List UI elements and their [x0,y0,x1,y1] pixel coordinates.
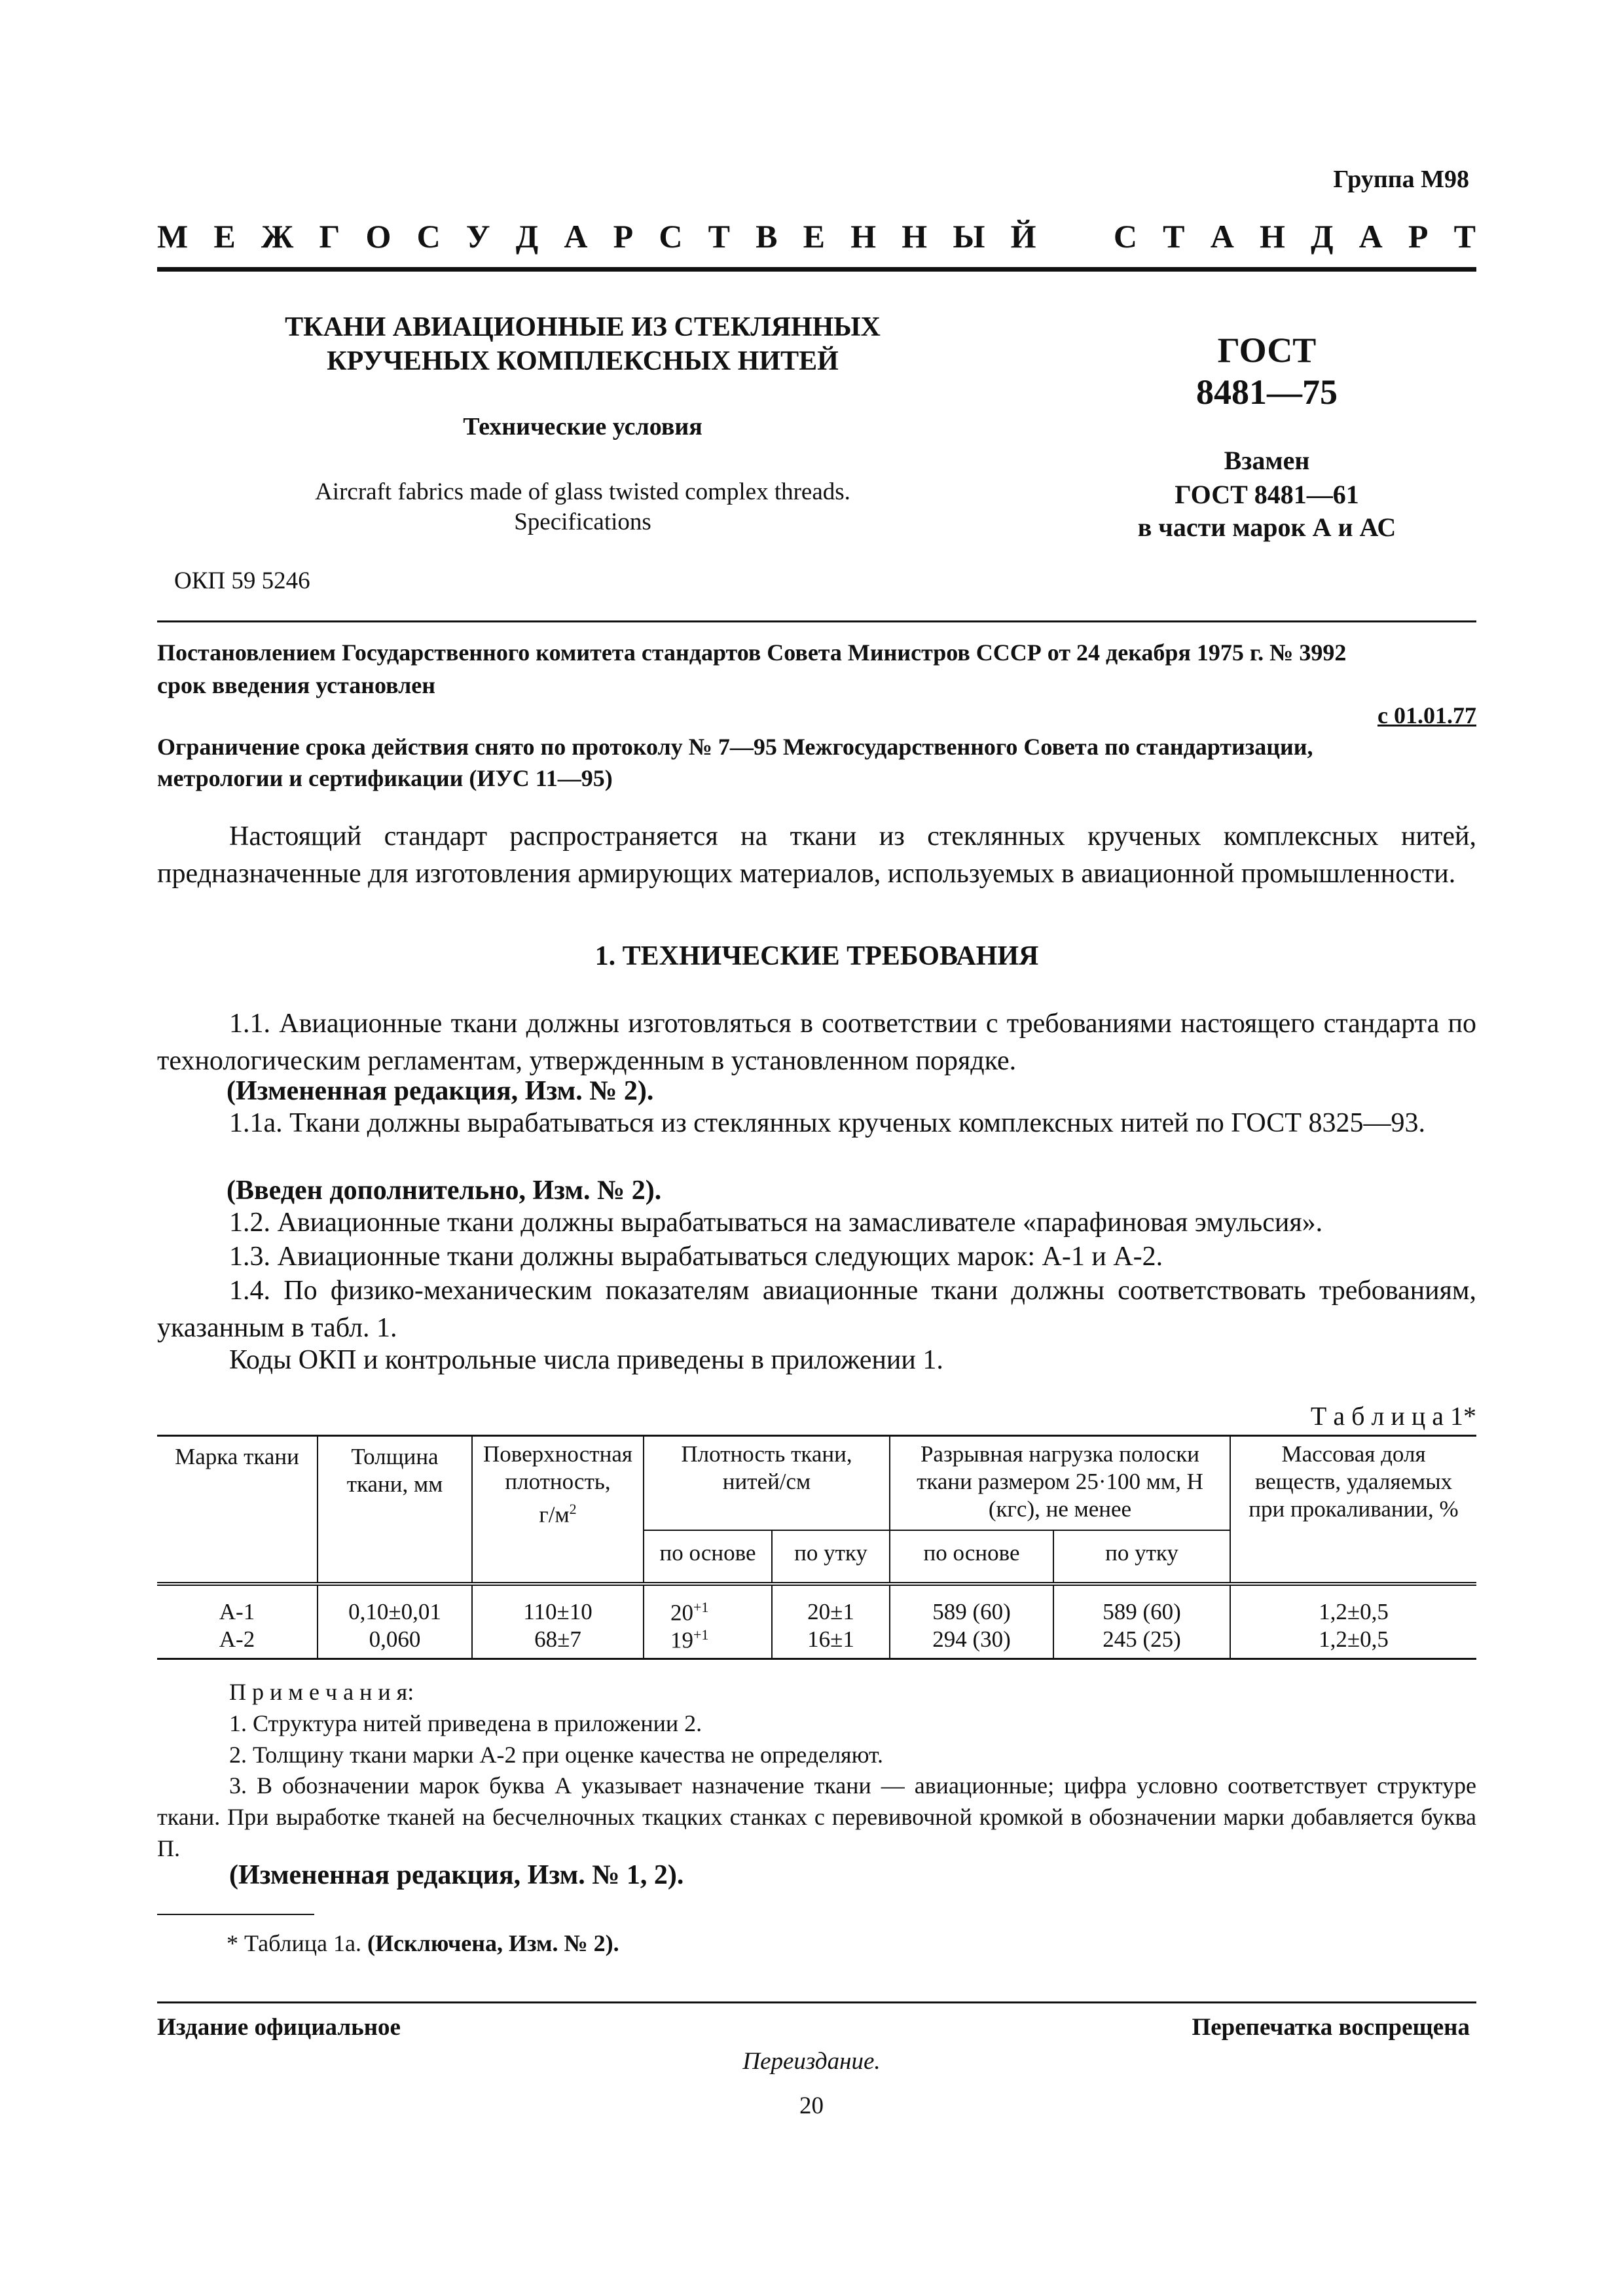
cell-break-warp: 589 (60) [890,1584,1053,1626]
header-mass-fraction: Массовая доля веществ, удаляемых при прокаливании, % [1230,1436,1476,1585]
limitation-line2: метрологии и сертификации (ИУС 11—95) [157,765,613,791]
doc-subtitle: Технические условия [463,413,702,440]
banner-letter: С [1113,218,1137,255]
notes-heading: П р и м е ч а н и я: [229,1679,414,1705]
replaces-scope: в части марок А и АС [1137,512,1396,542]
group-code: Группа М98 [1333,166,1469,193]
banner-letter: Т [1163,218,1185,255]
title-rule [157,620,1476,622]
okp-code: ОКП 59 5246 [174,567,310,594]
banner-letter: С [659,218,683,255]
gost-label: ГОСТ [1217,331,1317,370]
cell-warp-density-tol: +1 [693,1599,709,1615]
cell-mark: А-1 [157,1584,318,1626]
cell-break-warp: 294 (30) [890,1626,1053,1659]
cell-thickness: 0,10±0,01 [318,1584,472,1626]
header-surface-density-unit: г/м [539,1501,570,1528]
decree-line1: Постановлением Государственного комитета стандартов Совета Министров СССР от 24 декабря 1975 г. № 3992 [157,639,1347,666]
cell-break-weft: 245 (25) [1053,1626,1230,1659]
page-number: 20 [799,2092,824,2119]
header-surface-density [472,1436,644,1585]
cell-mass: 1,2±0,5 [1230,1626,1476,1659]
banner-letter: О [365,218,392,255]
notes-change: (Измененная редакция, Изм. № 1, 2). [229,1860,684,1890]
cell-weft-density: 20±1 [772,1584,890,1626]
banner-letter: У [465,218,490,255]
cell-warp-density-value: 20 [670,1600,693,1626]
note-2: 2. Толщину ткани марки А-2 при оценке качества не определяют. [229,1742,884,1768]
section1-heading: 1. ТЕХНИЧЕСКИЕ ТРЕБОВАНИЯ [594,941,1039,971]
note-3: 3. В обозначении марок буква А указывает назначение ткани — авиационные; цифра условно соответствует структуре ткани. При выработке тканей на бесчелночных ткацких станках с перевивочной кромкой в обозначении марки добавляется буква П. [157,1772,1476,1861]
banner-letter: Н [902,218,928,255]
banner-letter: Й [1010,218,1036,255]
footer-official: Издание официальное [157,2014,401,2041]
paragraph-1-3: 1.3. Авиационные ткани должны вырабатываться следующих марок: А-1 и А-2. [229,1242,1163,1272]
cell-warp-density [644,1626,772,1659]
banner-letter: А [564,218,588,255]
replaces-label: Взамен [1224,446,1310,475]
header-density-weft: по утку [772,1530,890,1584]
gost-number: 8481—75 [1196,372,1338,412]
banner-letter: Д [515,218,539,255]
cell-warp-density-tol: +1 [693,1626,709,1643]
footnote-rule [157,1914,314,1915]
doc-title-line2: КРУЧЕНЫХ КОМПЛЕКСНЫХ НИТЕЙ [327,346,839,376]
header-surface-density-text: Поверхностная плотность, [483,1441,632,1494]
banner-letter: М [157,218,189,255]
cell-mass: 1,2±0,5 [1230,1584,1476,1626]
table1 [157,1435,1476,1660]
paragraph-1-4: 1.4. По физико-механическим показателям авиационные ткани должны соответствовать требованиям, указанным в табл. 1. [157,1276,1476,1343]
table-row [157,1584,1476,1626]
effective-date: с 01.01.77 [1377,702,1476,728]
table1-caption: Т а б л и ц а 1* [1310,1401,1476,1431]
banner-letter: Ж [261,218,294,255]
paragraph-1-1-note: (Измененная редакция, Изм. № 2). [227,1076,654,1106]
cell-surface: 110±10 [472,1584,644,1626]
header-rule [157,267,1476,272]
replaces-number: ГОСТ 8481—61 [1175,480,1359,509]
header-mark: Марка ткани [157,1436,318,1585]
header-breaking-load: Разрывная нагрузка полоски ткани размером 25·100 мм, Н (кгс), не менее [890,1436,1230,1531]
banner-letter: Т [1453,218,1476,255]
cell-mark: А-2 [157,1626,318,1659]
paragraph-1-1a: 1.1а. Ткани должны вырабатываться из стеклянных крученых комплексных нитей по ГОСТ 8325—93. [229,1108,1425,1138]
header-density-warp: по основе [644,1530,772,1584]
paragraph-1-1a-note: (Введен дополнительно, Изм. № 2). [227,1175,662,1206]
header-thickness: Толщина ткани, мм [318,1436,472,1585]
banner-letter: Ы [953,218,985,255]
banner-letter: Н [1259,218,1285,255]
banner-letter: Е [213,218,236,255]
cell-surface: 68±7 [472,1626,644,1659]
footer-no-reprint: Перепечатка воспрещена [1192,2014,1470,2041]
banner-letter: В [756,218,778,255]
paragraph-okp-codes: Коды ОКП и контрольные числа приведены в приложении 1. [229,1345,943,1375]
banner-letter: С [416,218,441,255]
cell-warp-density [644,1584,772,1626]
banner-letter: А [1359,218,1383,255]
footnote-text: * Таблица 1а. [227,1930,367,1956]
cell-thickness: 0,060 [318,1626,472,1659]
footer-rule [157,2001,1476,2003]
header-fabric-density: Плотность ткани, нитей/см [644,1436,890,1531]
banner-letter: Р [613,218,634,255]
header-unit-sup: 2 [569,1501,577,1517]
banner-letter: Т [708,218,730,255]
footer-reissue: Переиздание. [742,2048,881,2075]
header-break-warp: по основе [890,1530,1053,1584]
english-title-line1: Aircraft fabrics made of glass twisted complex threads. [315,478,850,505]
paragraph-1-2: 1.2. Авиационные ткани должны вырабатываться на замасливателе «парафиновая эмульсия». [229,1208,1323,1238]
header-break-weft: по утку [1053,1530,1230,1584]
limitation-line1: Ограничение срока действия снято по протоколу № 7—95 Межгосударственного Совета по стандартизации, [157,734,1313,760]
banner-letter: Е [803,218,826,255]
cell-break-weft: 589 (60) [1053,1584,1230,1626]
english-title-line2: Specifications [514,509,651,535]
banner-letter: Р [1408,218,1429,255]
footnote [227,1927,1470,1960]
table-row [157,1626,1476,1659]
cell-warp-density-value: 19 [670,1627,693,1653]
banner-letter: Г [319,218,340,255]
doc-title-line1: ТКАНИ АВИАЦИОННЫЕ ИЗ СТЕКЛЯННЫХ [285,312,881,342]
footnote-bold: (Исключена, Изм. № 2). [367,1930,619,1956]
intro-paragraph: Настоящий стандарт распространяется на ткани из стеклянных крученых комплексных нитей, предназначенные для изготовления армирующих материалов, используемых в авиационной промышленности. [157,821,1476,889]
banner-letter: А [1210,218,1234,255]
banner-letter: Н [850,218,877,255]
paragraph-1-1: 1.1. Авиационные ткани должны изготовляться в соответствии с требованиями настоящего стандарта по технологическим регламентам, утвержденным в установленном порядке. [157,1009,1476,1076]
note-1: 1. Структура нитей приведена в приложении 2. [229,1710,702,1736]
standard-banner [157,217,1476,257]
banner-letter: Д [1311,218,1334,255]
decree-line2: срок введения установлен [157,672,436,698]
cell-weft-density: 16±1 [772,1626,890,1659]
